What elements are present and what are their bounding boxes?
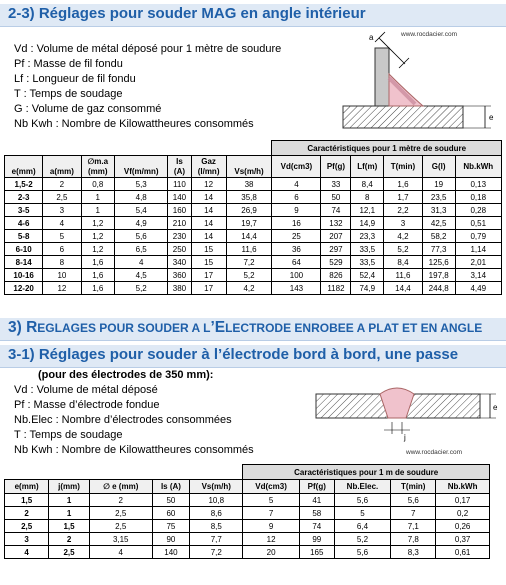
table-cell: 8,3 bbox=[391, 546, 436, 559]
table-cell: 100 bbox=[272, 269, 321, 282]
table-cell: 38 bbox=[226, 178, 272, 191]
table-cell: 826 bbox=[321, 269, 351, 282]
column-header: Lf(m) bbox=[351, 156, 384, 178]
fillet-weld-figure bbox=[315, 28, 505, 136]
table-cell: 250 bbox=[168, 243, 191, 256]
table-cell: 10-16 bbox=[5, 269, 43, 282]
table-cell: 99 bbox=[299, 533, 334, 546]
table-cell: 1,6 bbox=[384, 178, 423, 191]
table-cell: 5,6 bbox=[334, 546, 391, 559]
table-cell: 4 bbox=[272, 178, 321, 191]
table-cell: 2,5 bbox=[43, 191, 81, 204]
table-cell: 23,3 bbox=[351, 230, 384, 243]
table-cell: 5,3 bbox=[115, 178, 168, 191]
table-cell: 12,1 bbox=[351, 204, 384, 217]
table-cell: 210 bbox=[168, 217, 191, 230]
table-cell: 2 bbox=[43, 178, 81, 191]
table-cell: 3-5 bbox=[5, 204, 43, 217]
column-header: (l/mn) bbox=[191, 167, 226, 178]
table-cell: 9 bbox=[243, 520, 300, 533]
legend-line: Pf : Masse d’électrode fondue bbox=[14, 399, 160, 411]
table-cell: 14 bbox=[191, 191, 226, 204]
table-row bbox=[5, 282, 502, 295]
table-cell: 19,7 bbox=[226, 217, 272, 230]
mag-legend bbox=[14, 42, 281, 132]
table-row bbox=[5, 533, 490, 546]
header-top bbox=[226, 156, 272, 167]
table-cell: 8,5 bbox=[190, 520, 243, 533]
table-cell: 52,4 bbox=[351, 269, 384, 282]
table-cell: 360 bbox=[168, 269, 191, 282]
table-cell: 14 bbox=[191, 217, 226, 230]
table-row bbox=[5, 546, 490, 559]
table-cell: 1,5-2 bbox=[5, 178, 43, 191]
table-row bbox=[5, 243, 502, 256]
table-cell: 0,79 bbox=[455, 230, 502, 243]
table-cell: 0,37 bbox=[436, 533, 490, 546]
table-cell: 14,4 bbox=[384, 282, 423, 295]
title-part: EGLAGES POUR SOUDER A L bbox=[37, 321, 211, 335]
table-cell: 16 bbox=[272, 217, 321, 230]
section-3-1-title: 3-1) Réglages pour souder à l’électrode bord à bord, une passe bbox=[8, 346, 459, 363]
table-cell: 2 bbox=[89, 494, 152, 507]
section-3-title bbox=[0, 318, 506, 338]
table-cell: 7,2 bbox=[226, 256, 272, 269]
legend-line: Vd : Volume de métal déposé bbox=[14, 384, 158, 396]
table-row bbox=[5, 217, 502, 230]
source-url: www.rocdacier.com bbox=[401, 31, 457, 38]
table-cell: 35,8 bbox=[226, 191, 272, 204]
column-header: j(mm) bbox=[49, 480, 90, 494]
table-cell: 4 bbox=[89, 546, 152, 559]
header-top bbox=[115, 156, 168, 167]
table-cell: 2 bbox=[49, 533, 90, 546]
table-cell: 380 bbox=[168, 282, 191, 295]
table-cell: 5 bbox=[334, 507, 391, 520]
section-3-header bbox=[0, 318, 506, 341]
column-header: Pf(g) bbox=[299, 480, 334, 494]
column-header: Vd(cm3) bbox=[272, 156, 321, 178]
table-cell: 5,6 bbox=[334, 494, 391, 507]
table-cell: 2,5 bbox=[89, 520, 152, 533]
table-cell: 0,51 bbox=[455, 217, 502, 230]
table-cell: 36 bbox=[272, 243, 321, 256]
table-cell: 20 bbox=[243, 546, 300, 559]
table-row bbox=[5, 256, 502, 269]
column-header: Vs(m/h) bbox=[190, 480, 243, 494]
table-cell: 64 bbox=[272, 256, 321, 269]
mag-table-caption: Caractéristiques pour 1 mètre de soudure bbox=[272, 141, 502, 156]
legend-line: Nb Kwh : Nombre de Kilowattheures consommés bbox=[14, 118, 254, 130]
table-cell: 7,2 bbox=[190, 546, 243, 559]
table-cell: 0,26 bbox=[436, 520, 490, 533]
table-cell: 75 bbox=[152, 520, 190, 533]
column-header: ∅ e (mm) bbox=[89, 480, 152, 494]
table-cell: 7 bbox=[391, 507, 436, 520]
legend-line: T : Temps de soudage bbox=[14, 88, 123, 100]
table-cell: 4 bbox=[5, 546, 49, 559]
table-cell: 50 bbox=[152, 494, 190, 507]
column-header: (mm) bbox=[81, 167, 114, 178]
table-cell: 8,6 bbox=[190, 507, 243, 520]
table-cell: 5,2 bbox=[334, 533, 391, 546]
table-cell: 41 bbox=[299, 494, 334, 507]
table-cell: 0,13 bbox=[455, 178, 502, 191]
column-header: Is (A) bbox=[152, 480, 190, 494]
table-cell: 11,6 bbox=[384, 269, 423, 282]
table-cell: 1,2 bbox=[81, 243, 114, 256]
table-cell: 5-8 bbox=[5, 230, 43, 243]
table-cell: 2 bbox=[5, 507, 49, 520]
legend-line: Nb.Elec : Nombre d’électrodes consommées bbox=[14, 414, 232, 426]
table-cell: 1,5 bbox=[49, 520, 90, 533]
table-cell: 9 bbox=[272, 204, 321, 217]
table-cell: 42,5 bbox=[422, 217, 455, 230]
table-row bbox=[5, 520, 490, 533]
table-cell: 14 bbox=[191, 204, 226, 217]
column-header: e(mm) bbox=[5, 480, 49, 494]
table-cell: 90 bbox=[152, 533, 190, 546]
table-cell: 7,7 bbox=[190, 533, 243, 546]
table-cell: 143 bbox=[272, 282, 321, 295]
table-row bbox=[5, 178, 502, 191]
table-cell: 3 bbox=[384, 217, 423, 230]
table-cell: 244,8 bbox=[422, 282, 455, 295]
table-cell: 5,2 bbox=[226, 269, 272, 282]
column-header: a(mm) bbox=[43, 167, 81, 178]
dim-e-label: e bbox=[493, 403, 498, 412]
table-cell: 0,61 bbox=[436, 546, 490, 559]
table-cell: 140 bbox=[152, 546, 190, 559]
weld-bead bbox=[389, 74, 423, 106]
table-cell: 3,15 bbox=[89, 533, 152, 546]
table-cell: 77,3 bbox=[422, 243, 455, 256]
table-cell: 50 bbox=[321, 191, 351, 204]
electrode-settings-table bbox=[4, 464, 490, 559]
table-cell: 74 bbox=[321, 204, 351, 217]
table-cell: 74 bbox=[299, 520, 334, 533]
table-cell: 0,8 bbox=[81, 178, 114, 191]
table-cell: 230 bbox=[168, 230, 191, 243]
header-top bbox=[43, 156, 81, 167]
table-cell: 1182 bbox=[321, 282, 351, 295]
header-top: ∅m.a bbox=[81, 156, 114, 167]
table-cell: 4,2 bbox=[226, 282, 272, 295]
table-cell: 7,1 bbox=[391, 520, 436, 533]
table-cell: 340 bbox=[168, 256, 191, 269]
table-cell: 140 bbox=[168, 191, 191, 204]
table-cell: 1,2 bbox=[81, 217, 114, 230]
table-cell: 0,17 bbox=[436, 494, 490, 507]
table-cell: 58,2 bbox=[422, 230, 455, 243]
table-row bbox=[5, 494, 490, 507]
table-cell: 8-14 bbox=[5, 256, 43, 269]
column-header: Vs(m/h) bbox=[226, 167, 272, 178]
legend-line: Lf : Longueur de fil fondu bbox=[14, 73, 136, 85]
table-cell: 132 bbox=[321, 217, 351, 230]
table-cell: 15 bbox=[191, 256, 226, 269]
table-cell: 1,7 bbox=[384, 191, 423, 204]
table-cell: 6 bbox=[272, 191, 321, 204]
table-cell: 10,8 bbox=[190, 494, 243, 507]
table-cell: 1 bbox=[81, 204, 114, 217]
table-cell: 5,4 bbox=[115, 204, 168, 217]
header-top bbox=[5, 156, 43, 167]
table-cell: 4,9 bbox=[115, 217, 168, 230]
table-cell: 12 bbox=[43, 282, 81, 295]
elec-table-caption: Caractéristiques pour 1 m de soudure bbox=[243, 465, 490, 480]
table-cell: 33,5 bbox=[351, 256, 384, 269]
table-cell: 0,2 bbox=[436, 507, 490, 520]
title-part: 3) R bbox=[8, 319, 38, 336]
table-cell: 1,14 bbox=[455, 243, 502, 256]
table-cell: 110 bbox=[168, 178, 191, 191]
base-plate bbox=[343, 106, 463, 128]
table-cell: 23,5 bbox=[422, 191, 455, 204]
legend-line: T : Temps de soudage bbox=[14, 429, 123, 441]
table-cell: 5,6 bbox=[115, 230, 168, 243]
table-cell: 1,5 bbox=[5, 494, 49, 507]
table-cell: 1,6 bbox=[81, 282, 114, 295]
table-cell: 12 bbox=[191, 178, 226, 191]
table-cell: 4,2 bbox=[384, 230, 423, 243]
table-cell: 31,3 bbox=[422, 204, 455, 217]
column-header: Nb.kWh bbox=[436, 480, 490, 494]
table-cell: 3,14 bbox=[455, 269, 502, 282]
butt-weld-figure bbox=[310, 372, 502, 460]
table-cell: 4,8 bbox=[115, 191, 168, 204]
dim-e-label: e bbox=[489, 113, 494, 122]
table-cell: 33,5 bbox=[351, 243, 384, 256]
table-cell: 2,01 bbox=[455, 256, 502, 269]
table-cell: 7,8 bbox=[391, 533, 436, 546]
dim-a-label: a bbox=[369, 33, 374, 42]
table-cell: 6,5 bbox=[115, 243, 168, 256]
table-cell: 1,6 bbox=[81, 256, 114, 269]
table-cell: 1 bbox=[49, 494, 90, 507]
title-part: ’E bbox=[210, 319, 226, 336]
table-cell: 1 bbox=[49, 507, 90, 520]
table-cell: 1 bbox=[81, 191, 114, 204]
table-cell: 11,6 bbox=[226, 243, 272, 256]
table-cell: 6,4 bbox=[334, 520, 391, 533]
table-cell: 12 bbox=[243, 533, 300, 546]
table-cell: 15 bbox=[191, 243, 226, 256]
right-plate bbox=[402, 394, 480, 418]
table-cell: 8 bbox=[351, 191, 384, 204]
table-cell: 0,28 bbox=[455, 204, 502, 217]
column-header: e(mm) bbox=[5, 167, 43, 178]
column-header: Nb.Elec. bbox=[334, 480, 391, 494]
title-part: LECTRODE ENROBEE A PLAT ET EN ANGLE bbox=[225, 321, 483, 335]
column-header: Pf(g) bbox=[321, 156, 351, 178]
elec-legend bbox=[14, 368, 254, 458]
table-cell: 6 bbox=[43, 243, 81, 256]
table-cell: 8,4 bbox=[384, 256, 423, 269]
table-cell: 60 bbox=[152, 507, 190, 520]
header-top: Is bbox=[168, 156, 191, 167]
table-cell: 4,5 bbox=[115, 269, 168, 282]
mag-settings-table bbox=[4, 140, 502, 295]
table-row bbox=[5, 204, 502, 217]
table-cell: 6-10 bbox=[5, 243, 43, 256]
table-cell: 26,9 bbox=[226, 204, 272, 217]
table-cell: 7 bbox=[243, 507, 300, 520]
table-cell: 0,18 bbox=[455, 191, 502, 204]
table-cell: 14 bbox=[191, 230, 226, 243]
table-cell: 5 bbox=[243, 494, 300, 507]
column-header: Vf(m/mn) bbox=[115, 167, 168, 178]
table-cell: 8,4 bbox=[351, 178, 384, 191]
table-cell: 58 bbox=[299, 507, 334, 520]
table-cell: 1,6 bbox=[81, 269, 114, 282]
table-cell: 33 bbox=[321, 178, 351, 191]
table-cell: 207 bbox=[321, 230, 351, 243]
table-cell: 8 bbox=[43, 256, 81, 269]
table-cell: 5,6 bbox=[391, 494, 436, 507]
source-url: www.rocdacier.com bbox=[406, 449, 462, 456]
legend-line: G : Volume de gaz consommé bbox=[14, 103, 162, 115]
table-cell: 2,5 bbox=[89, 507, 152, 520]
table-cell: 14,9 bbox=[351, 217, 384, 230]
column-header: Nb.kWh bbox=[455, 156, 502, 178]
table-cell: 25 bbox=[272, 230, 321, 243]
table-cell: 4-6 bbox=[5, 217, 43, 230]
table-row bbox=[5, 191, 502, 204]
dim-j-label: j bbox=[404, 433, 406, 442]
table-cell: 5,2 bbox=[384, 243, 423, 256]
column-header: (A) bbox=[168, 167, 191, 178]
table-cell: 5 bbox=[43, 230, 81, 243]
column-header: T(min) bbox=[391, 480, 436, 494]
table-cell: 1,2 bbox=[81, 230, 114, 243]
left-plate bbox=[316, 394, 392, 418]
table-cell: 2,5 bbox=[49, 546, 90, 559]
table-row bbox=[5, 507, 490, 520]
header-top: Gaz bbox=[191, 156, 226, 167]
table-cell: 74,9 bbox=[351, 282, 384, 295]
section-3-1-header bbox=[0, 345, 506, 368]
table-cell: 17 bbox=[191, 282, 226, 295]
table-cell: 4 bbox=[43, 217, 81, 230]
table-cell: 165 bbox=[299, 546, 334, 559]
table-cell: 3 bbox=[5, 533, 49, 546]
table-cell: 197,8 bbox=[422, 269, 455, 282]
table-cell: 4,49 bbox=[455, 282, 502, 295]
vertical-plate bbox=[375, 48, 389, 106]
table-cell: 10 bbox=[43, 269, 81, 282]
table-cell: 2-3 bbox=[5, 191, 43, 204]
column-header: T(min) bbox=[384, 156, 423, 178]
legend-line: Vd : Volume de métal déposé pour 1 mètre de soudure bbox=[14, 43, 282, 55]
table-cell: 529 bbox=[321, 256, 351, 269]
table-cell: 125,6 bbox=[422, 256, 455, 269]
table-cell: 2,2 bbox=[384, 204, 423, 217]
legend-line: Pf : Masse de fil fondu bbox=[14, 58, 123, 70]
table-row bbox=[5, 230, 502, 243]
column-header: Vd(cm3) bbox=[243, 480, 300, 494]
electrode-note: (pour des électrodes de 350 mm): bbox=[38, 369, 214, 381]
table-row bbox=[5, 269, 502, 282]
table-cell: 19 bbox=[422, 178, 455, 191]
column-header: G(l) bbox=[422, 156, 455, 178]
table-cell: 17 bbox=[191, 269, 226, 282]
table-cell: 297 bbox=[321, 243, 351, 256]
table-cell: 4 bbox=[115, 256, 168, 269]
legend-line: Nb Kwh : Nombre de Kilowattheures consommés bbox=[14, 444, 254, 456]
table-cell: 12-20 bbox=[5, 282, 43, 295]
table-cell: 2,5 bbox=[5, 520, 49, 533]
table-cell: 14,4 bbox=[226, 230, 272, 243]
table-cell: 160 bbox=[168, 204, 191, 217]
table-cell: 3 bbox=[43, 204, 81, 217]
table-cell: 5,2 bbox=[115, 282, 168, 295]
section-2-3-header bbox=[0, 4, 506, 27]
section-2-3-title: 2-3) Réglages pour souder MAG en angle intérieur bbox=[8, 5, 366, 22]
